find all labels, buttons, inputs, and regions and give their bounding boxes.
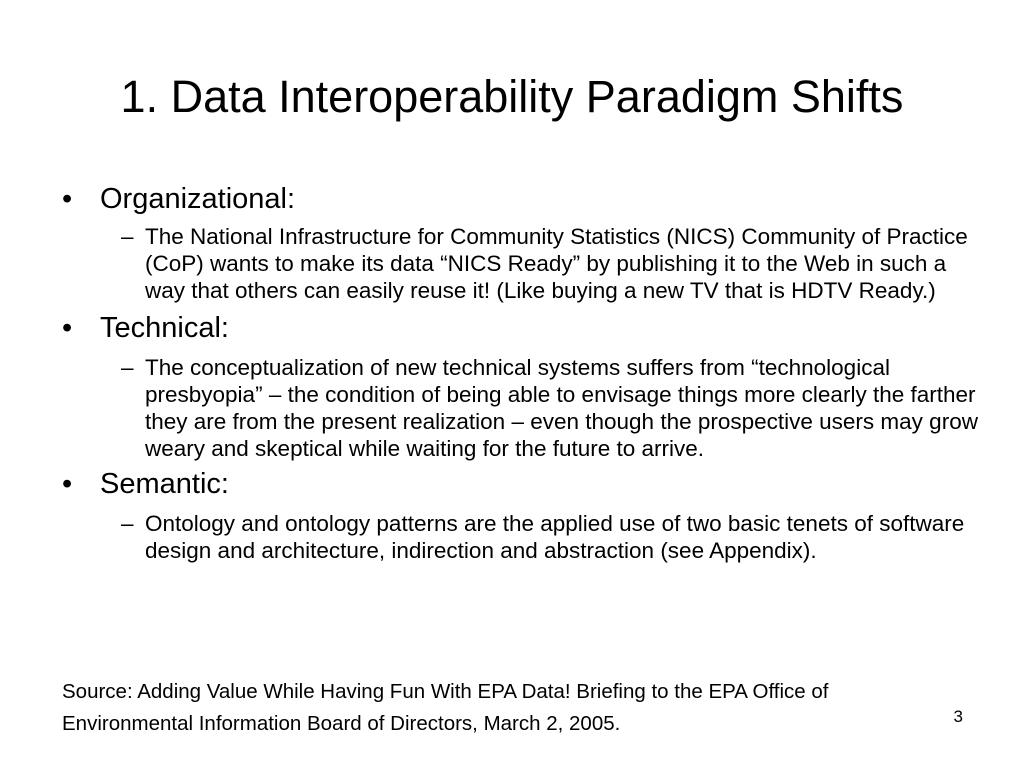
sub-bullet-technical — [121, 354, 982, 462]
page-number: 3 — [953, 707, 963, 726]
sub-bullet-marker: – — [121, 224, 134, 249]
sub-bullet-text: The conceptualization of new technical systems suffers from “technological presbyopia” – the condition of being able to envisage things more clearly the farther they are from the present realization – even though the prospective users may grow weary and skeptical while waiting for the future to arrive. — [145, 355, 978, 461]
sub-bullet-organizational — [121, 223, 982, 304]
bullet-heading: Semantic: — [100, 468, 229, 500]
slide-title: 1. Data Interoperability Paradigm Shifts — [120, 71, 904, 122]
slide-content — [62, 182, 982, 564]
bullet-marker: • — [62, 183, 73, 215]
bullet-marker: • — [62, 468, 73, 500]
bullet-semantic — [62, 467, 982, 501]
source-citation: Source: Adding Value While Having Fun With EPA Data! Briefing to the EPA Office of Environmental Information Board of Directors, March 2, 2005. — [62, 680, 829, 735]
bullet-organizational — [62, 182, 982, 216]
bullet-marker: • — [62, 312, 73, 344]
sub-bullet-text: Ontology and ontology patterns are the applied use of two basic tenets of software design and architecture, indirection and abstraction (see Appendix). — [145, 511, 965, 563]
bullet-heading: Organizational: — [100, 183, 296, 215]
bullet-heading: Technical: — [100, 312, 229, 344]
sub-bullet-marker: – — [121, 355, 134, 380]
bullet-technical — [62, 311, 982, 345]
sub-bullet-text: The National Infrastructure for Community Statistics (NICS) Community of Practice (CoP) wants to make its data “NICS Ready” by publishing it to the Web in such a way that others can easily reuse it! (Like buying a new TV that is HDTV Ready.) — [145, 224, 968, 303]
sub-bullet-marker: – — [121, 511, 134, 536]
sub-bullet-semantic — [121, 510, 982, 564]
